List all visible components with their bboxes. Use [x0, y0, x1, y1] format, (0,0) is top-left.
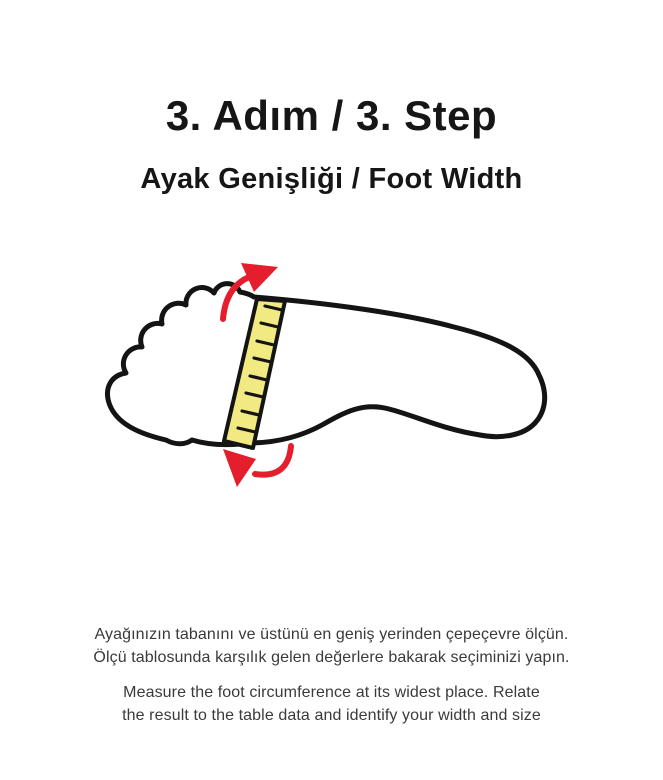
wrap-arrow-bottom-curve — [255, 446, 291, 475]
wrap-arrow-bottom-icon — [223, 446, 291, 487]
instructions-english-line2: the result to the table data and identify your width and size — [122, 707, 541, 724]
instructions-english — [0, 681, 663, 727]
instructions-english-line1: Measure the foot circumference at its widest place. Relate — [123, 684, 540, 701]
instructions-block — [0, 623, 663, 727]
instructions-turkish-line2: Ölçü tablosunda karşılık gelen değerlere bakarak seçiminizi yapın. — [93, 649, 570, 666]
wrap-arrow-bottom-head — [223, 449, 256, 487]
foot-measurement-illustration — [82, 235, 582, 505]
page-title: 3. Adım / 3. Step — [165, 92, 498, 139]
page-subtitle: Ayak Genişliği / Foot Width — [140, 163, 523, 195]
instructions-turkish — [0, 623, 663, 669]
foot-outline — [107, 284, 544, 445]
instructions-turkish-line1: Ayağınızın tabanını ve üstünü en geniş yerinden çepeçevre ölçün. — [94, 626, 569, 643]
figure-container — [0, 235, 663, 505]
